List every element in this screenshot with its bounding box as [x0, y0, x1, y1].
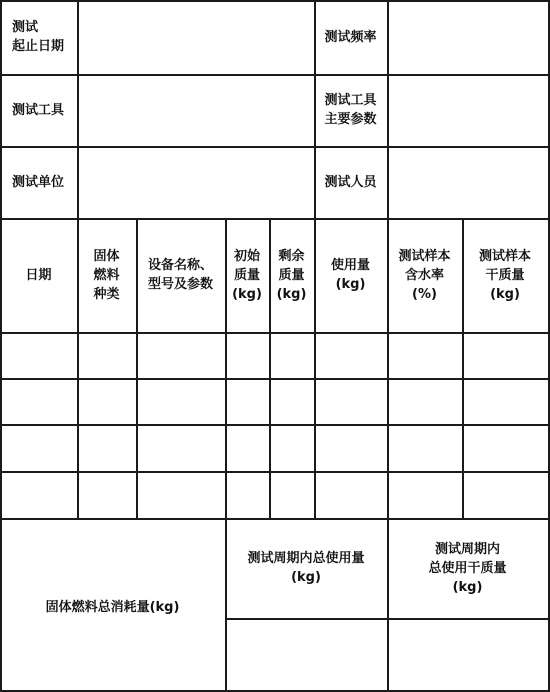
row-3-fuel-type-cell[interactable]	[77, 424, 136, 471]
test-frequency-value[interactable]	[387, 0, 548, 74]
row-2-date-cell[interactable]	[0, 378, 77, 424]
test-personnel-value[interactable]	[387, 146, 548, 218]
row-2-moisture-cell[interactable]	[387, 378, 462, 424]
period-total-usage-value[interactable]	[225, 618, 387, 690]
test-period-label: 测试 起止日期	[12, 20, 65, 54]
column-header-moisture: 测试样本 含水率 (%)	[398, 248, 451, 302]
row-2-dry-mass-cell[interactable]	[462, 378, 548, 424]
column-header-date: 日期	[25, 267, 52, 283]
row-1-usage-cell[interactable]	[314, 332, 387, 378]
period-total-dry-mass-label: 测试周期内 总使用干质量 (kg)	[428, 541, 507, 595]
test-unit-label: 测试单位	[12, 174, 65, 190]
column-header-remaining-mass: 剩余 质量 (kg)	[276, 248, 307, 302]
test-tool-params-value[interactable]	[387, 74, 548, 146]
row-3-remaining-mass-cell[interactable]	[269, 424, 314, 471]
row-3-usage-cell[interactable]	[314, 424, 387, 471]
row-4-fuel-type-cell[interactable]	[77, 471, 136, 518]
column-header-usage: 使用量 (kg)	[330, 258, 370, 292]
row-1-initial-mass-cell[interactable]	[225, 332, 269, 378]
row-2-equipment-cell[interactable]	[136, 378, 225, 424]
row-1-fuel-type-cell[interactable]	[77, 332, 136, 378]
row-1-dry-mass-cell[interactable]	[462, 332, 548, 378]
row-4-initial-mass-cell[interactable]	[225, 471, 269, 518]
rule-bottom	[0, 690, 550, 692]
period-total-usage-label: 测试周期内总使用量 (kg)	[247, 551, 365, 585]
row-2-initial-mass-cell[interactable]	[225, 378, 269, 424]
row-1-equipment-cell[interactable]	[136, 332, 225, 378]
row-1-remaining-mass-cell[interactable]	[269, 332, 314, 378]
column-header-fuel-type: 固体 燃料 种类	[93, 248, 120, 302]
period-total-dry-mass-value[interactable]	[387, 618, 548, 690]
row-1-date-cell[interactable]	[0, 332, 77, 378]
test-unit-value[interactable]	[77, 146, 314, 218]
row-4-date-cell[interactable]	[0, 471, 77, 518]
column-header-equipment: 设备名称、 型号及参数	[147, 258, 213, 292]
row-3-equipment-cell[interactable]	[136, 424, 225, 471]
test-tool-label: 测试工具	[12, 102, 65, 118]
test-personnel-label: 测试人员	[324, 174, 377, 190]
row-4-usage-cell[interactable]	[314, 471, 387, 518]
column-header-initial-mass: 初始 质量 (kg)	[232, 248, 262, 302]
row-3-initial-mass-cell[interactable]	[225, 424, 269, 471]
row-2-usage-cell[interactable]	[314, 378, 387, 424]
row-3-moisture-cell[interactable]	[387, 424, 462, 471]
row-2-remaining-mass-cell[interactable]	[269, 378, 314, 424]
row-4-moisture-cell[interactable]	[387, 471, 462, 518]
test-tool-value[interactable]	[77, 74, 314, 146]
row-1-moisture-cell[interactable]	[387, 332, 462, 378]
row-3-dry-mass-cell[interactable]	[462, 424, 548, 471]
row-2-fuel-type-cell[interactable]	[77, 378, 136, 424]
test-period-value[interactable]	[77, 0, 314, 74]
test-frequency-label: 测试频率	[324, 29, 377, 45]
test-tool-params-label: 测试工具 主要参数	[324, 93, 377, 127]
row-4-equipment-cell[interactable]	[136, 471, 225, 518]
row-4-dry-mass-cell[interactable]	[462, 471, 548, 518]
total-consumption-label: 固体燃料总消耗量(kg)	[45, 599, 180, 615]
column-header-dry-mass: 测试样本 干质量 (kg)	[478, 248, 531, 302]
row-3-date-cell[interactable]	[0, 424, 77, 471]
rule-right	[548, 0, 550, 692]
row-4-remaining-mass-cell[interactable]	[269, 471, 314, 518]
